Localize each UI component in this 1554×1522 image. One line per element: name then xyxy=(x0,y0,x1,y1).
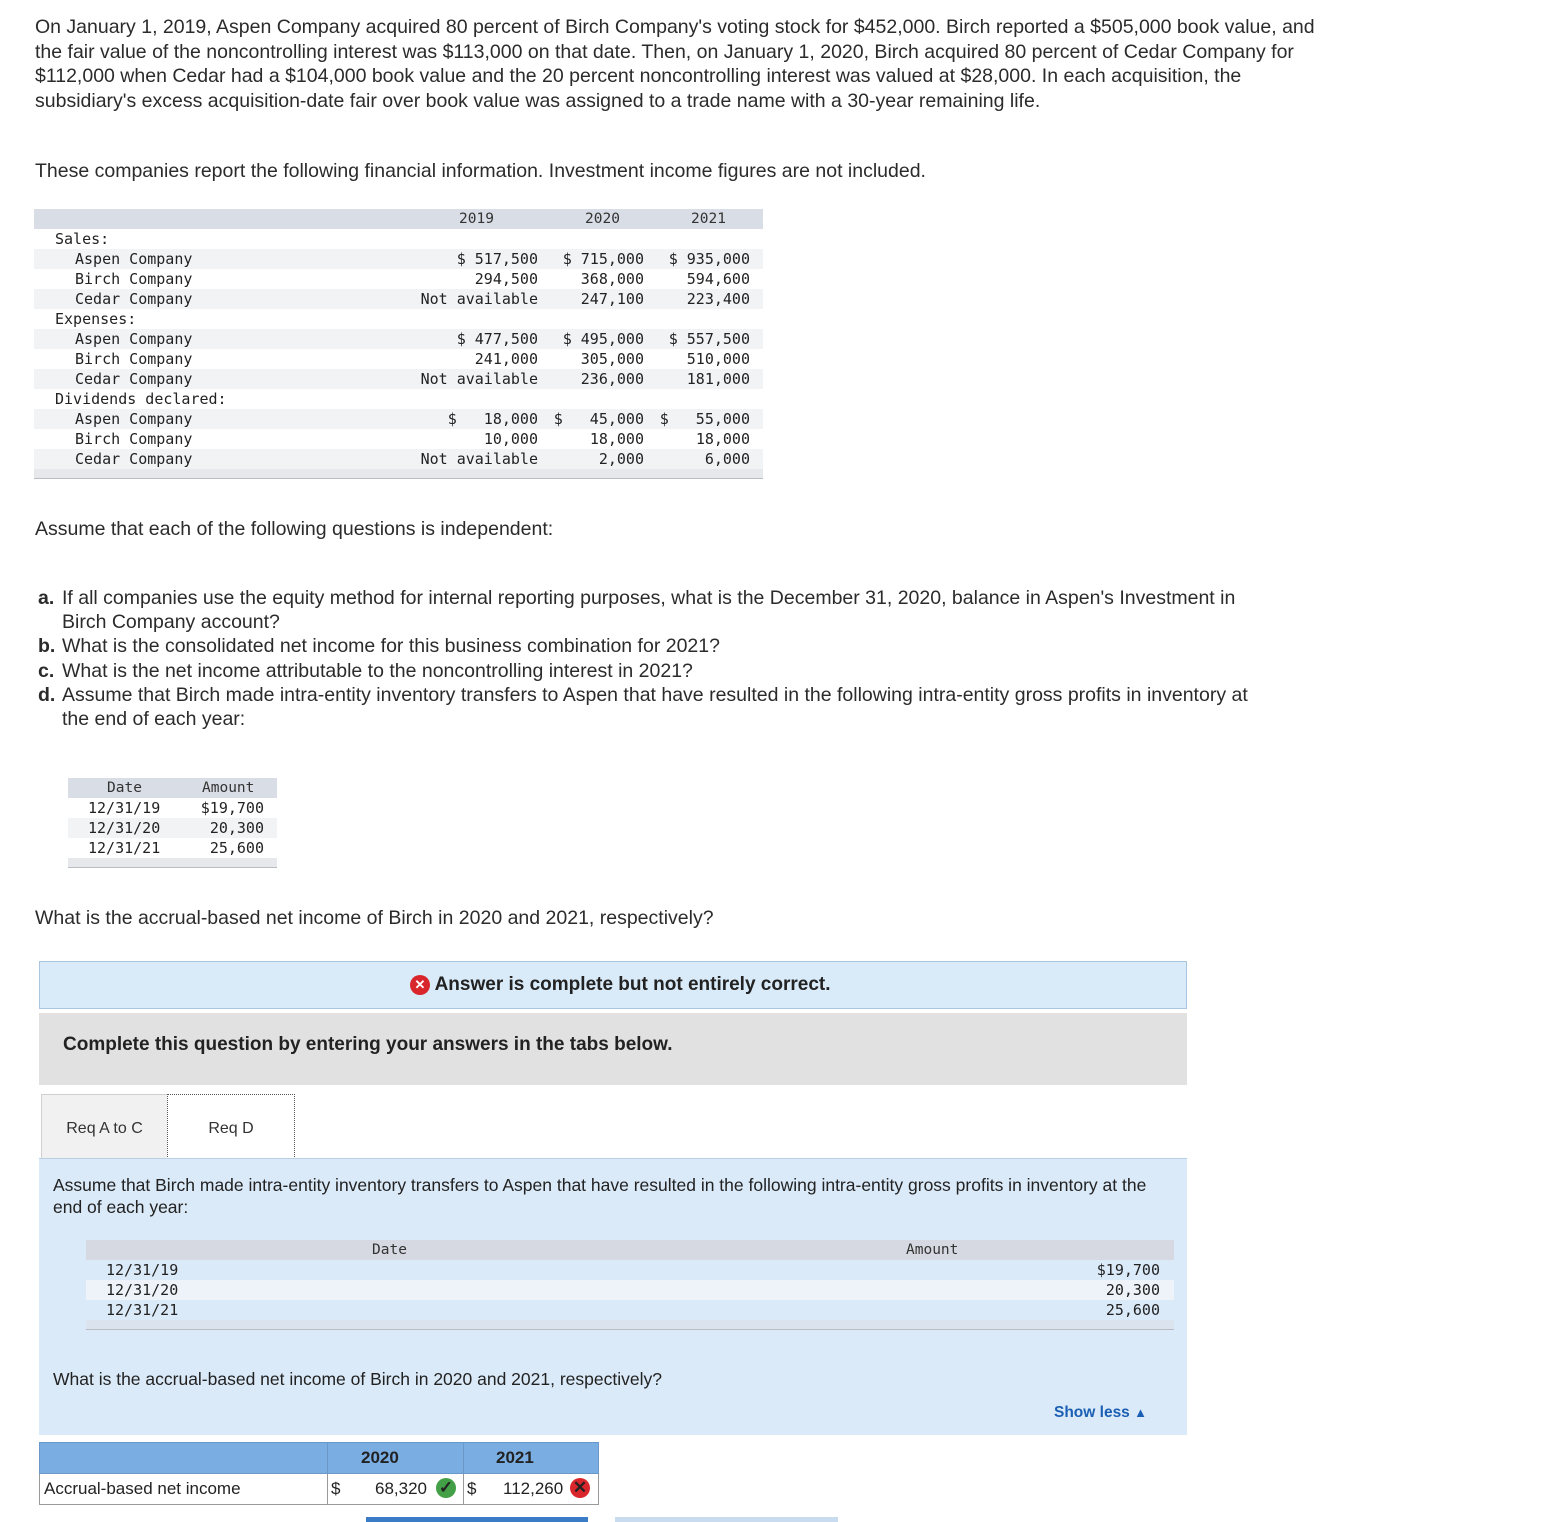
section-title xyxy=(34,309,763,329)
incorrect-icon: ✕ xyxy=(570,1478,590,1498)
table-row xyxy=(68,838,277,858)
question-item xyxy=(38,634,1268,658)
section-title xyxy=(34,229,763,249)
table-row xyxy=(34,369,763,389)
row-label: Accrual-based net income xyxy=(44,1479,241,1498)
currency-symbol: $ xyxy=(331,1479,341,1498)
table-cell: $ 18,000 xyxy=(447,410,538,428)
date-cell: 12/31/20 xyxy=(106,1281,179,1299)
prev-button-edge[interactable] xyxy=(366,1517,588,1522)
tab-label: Req A to C xyxy=(66,1120,143,1137)
company-name: Birch Company xyxy=(75,350,193,368)
company-name: Aspen Company xyxy=(75,410,193,428)
amount-cell: $19,700 xyxy=(200,799,264,817)
table-cell: 236,000 xyxy=(580,370,644,388)
instructions-box xyxy=(39,1013,1187,1085)
question-letter: c. xyxy=(38,659,55,682)
feedback-banner xyxy=(39,961,1187,1009)
col-2021-header: 2021 xyxy=(496,1448,534,1467)
table-row xyxy=(34,249,763,269)
table-cell: 223,400 xyxy=(686,290,750,308)
intra-entity-table xyxy=(68,778,277,868)
table-cell: 2,000 xyxy=(598,450,644,468)
table-row xyxy=(86,1280,1174,1300)
amount-header: Amount xyxy=(906,1242,959,1258)
table-cell: 10,000 xyxy=(483,430,538,448)
tab-req-a-to-c[interactable] xyxy=(41,1094,168,1159)
banner-text: Answer is complete but not entirely correct. xyxy=(434,974,831,995)
table-cell: 510,000 xyxy=(686,350,750,368)
company-name: Birch Company xyxy=(75,430,193,448)
table-cell: 18,000 xyxy=(589,430,644,448)
table-cell: 181,000 xyxy=(686,370,750,388)
table-row xyxy=(34,289,763,309)
table-row xyxy=(68,798,277,818)
table-cell: 247,100 xyxy=(580,290,644,308)
table-cell: $ 557,500 xyxy=(668,330,750,348)
question-item xyxy=(38,586,1268,634)
year-header: 2020 xyxy=(585,211,620,227)
date-cell: 12/31/21 xyxy=(106,1301,179,1319)
table-row xyxy=(86,1300,1174,1320)
table-cell: Not available xyxy=(420,290,538,308)
table-row xyxy=(34,449,763,469)
table-cell: $ 715,000 xyxy=(562,250,644,268)
date-cell: 12/31/20 xyxy=(88,819,161,837)
table-bottom-rule xyxy=(86,1320,1174,1330)
answer-row xyxy=(39,1474,599,1505)
table-cell: 294,500 xyxy=(474,270,538,288)
question-d-prompt: What is the accrual-based net income of Birch in 2020 and 2021, respectively? xyxy=(35,907,714,929)
answer-input-2020[interactable]: 68,320 xyxy=(375,1479,427,1498)
table-cell: 18,000 xyxy=(695,430,750,448)
amount-cell: 25,600 xyxy=(209,839,264,857)
question-text: Assume that Birch made intra-entity inventory transfers to Aspen that have resulted in the following intra-entity gross profits in inventory at the end of each year: xyxy=(62,683,1248,731)
company-name: Cedar Company xyxy=(75,370,193,388)
question-item xyxy=(38,659,1268,683)
section-label: Sales: xyxy=(55,230,110,248)
table-row xyxy=(68,818,277,838)
amount-cell: 25,600 xyxy=(1105,1301,1160,1319)
panel-intra-entity-table xyxy=(86,1240,1174,1330)
table-cell: 368,000 xyxy=(580,270,644,288)
instructions-text: Complete this question by entering your answers in the tabs below. xyxy=(63,1034,673,1055)
company-name: Aspen Company xyxy=(75,250,193,268)
date-cell: 12/31/19 xyxy=(88,799,161,817)
company-name: Birch Company xyxy=(75,270,193,288)
question-letter: b. xyxy=(38,635,56,658)
financial-table-header xyxy=(34,209,763,229)
question-text: What is the consolidated net income for this business combination for 2021? xyxy=(62,635,720,658)
answer-input-2021[interactable]: 112,260 xyxy=(503,1479,564,1498)
next-button-edge[interactable] xyxy=(615,1517,838,1522)
answer-table xyxy=(39,1442,599,1505)
correct-check-icon: ✓ xyxy=(436,1478,456,1498)
triangle-up-icon: ▲ xyxy=(1134,1405,1147,1420)
panel-text: Assume that Birch made intra-entity inventory transfers to Aspen that have resulted in the following intra-entity gross profits in inventory at the end of each year: xyxy=(53,1175,1147,1217)
date-header: Date xyxy=(107,780,142,796)
section-title xyxy=(34,389,763,409)
table-cell: 6,000 xyxy=(704,450,750,468)
section-label: Dividends declared: xyxy=(55,390,227,408)
col-2020-header: 2020 xyxy=(361,1448,399,1467)
section-label: Expenses: xyxy=(55,310,137,328)
panel-question: What is the accrual-based net income of Birch in 2020 and 2021, respectively? xyxy=(53,1369,662,1389)
company-name: Aspen Company xyxy=(75,330,193,348)
question-text: If all companies use the equity method for internal reporting purposes, what is the December 31, 2020, balance in Aspen's Investment in Birch Company account? xyxy=(62,587,1236,634)
req-d-panel xyxy=(39,1158,1187,1435)
table-row xyxy=(34,269,763,289)
table-bottom-rule xyxy=(68,858,277,868)
table-row xyxy=(34,329,763,349)
assume-line: Assume that each of the following questions is independent: xyxy=(35,518,554,540)
table-cell: Not available xyxy=(420,370,538,388)
table-row xyxy=(34,349,763,369)
table-row xyxy=(86,1260,1174,1280)
date-header: Date xyxy=(372,1242,407,1258)
table-bottom-rule xyxy=(34,469,763,479)
year-header: 2019 xyxy=(459,211,494,227)
date-cell: 12/31/19 xyxy=(106,1261,179,1279)
table-row xyxy=(34,409,763,429)
financial-table xyxy=(34,209,763,479)
show-less-link[interactable] xyxy=(1054,1404,1147,1422)
table-cell: $ 55,000 xyxy=(659,410,750,428)
answer-table-header xyxy=(39,1442,599,1474)
date-cell: 12/31/21 xyxy=(88,839,161,857)
currency-symbol: $ xyxy=(467,1479,477,1498)
question-letter: d. xyxy=(38,683,56,706)
amount-cell: $19,700 xyxy=(1096,1261,1160,1279)
tab-label: Req D xyxy=(208,1120,254,1137)
show-less-label: Show less xyxy=(1054,1404,1130,1421)
amount-cell: 20,300 xyxy=(209,819,264,837)
table-cell: $ 45,000 xyxy=(553,410,644,428)
question-letter: a. xyxy=(38,587,55,609)
table-cell: Not available xyxy=(420,450,538,468)
table-cell: $ 935,000 xyxy=(668,250,750,268)
table-cell: 241,000 xyxy=(474,350,538,368)
table-cell: $ 495,000 xyxy=(562,330,644,348)
table-cell: $ 517,500 xyxy=(456,250,538,268)
table-cell: 305,000 xyxy=(580,350,644,368)
panel-table-header xyxy=(86,1240,1174,1260)
incorrect-icon: ✕ xyxy=(410,975,430,995)
intra-entity-table-header xyxy=(68,778,277,798)
amount-header: Amount xyxy=(202,780,255,796)
question-list xyxy=(38,586,1268,731)
table-cell: $ 477,500 xyxy=(456,330,538,348)
info-line: These companies report the following financial information. Investment income figures are not included. xyxy=(35,160,926,182)
table-row xyxy=(34,429,763,449)
problem-intro: On January 1, 2019, Aspen Company acquired 80 percent of Birch Company's voting stock for $452,000. Birch reported a $505,000 book value, and the fair value of the noncontrolling interest was $113,000 on that date. Then, on January 1, 2020, Birch acquired 80 percent of Cedar Company for $112,000 when Cedar had a $104,000 book value and the 20 percent noncontrolling interest was valued at $28,000. In each acquisition, the subsidiary's excess acquisition-date fair over book value was assigned to a trade name with a 30-year remaining life. xyxy=(35,16,1315,112)
amount-cell: 20,300 xyxy=(1105,1281,1160,1299)
question-text: What is the net income attributable to the noncontrolling interest in 2021? xyxy=(62,659,693,682)
year-header: 2021 xyxy=(691,211,726,227)
table-cell: 594,600 xyxy=(686,270,750,288)
tab-req-d[interactable] xyxy=(167,1094,295,1159)
question-item xyxy=(38,683,1268,731)
company-name: Cedar Company xyxy=(75,450,193,468)
company-name: Cedar Company xyxy=(75,290,193,308)
